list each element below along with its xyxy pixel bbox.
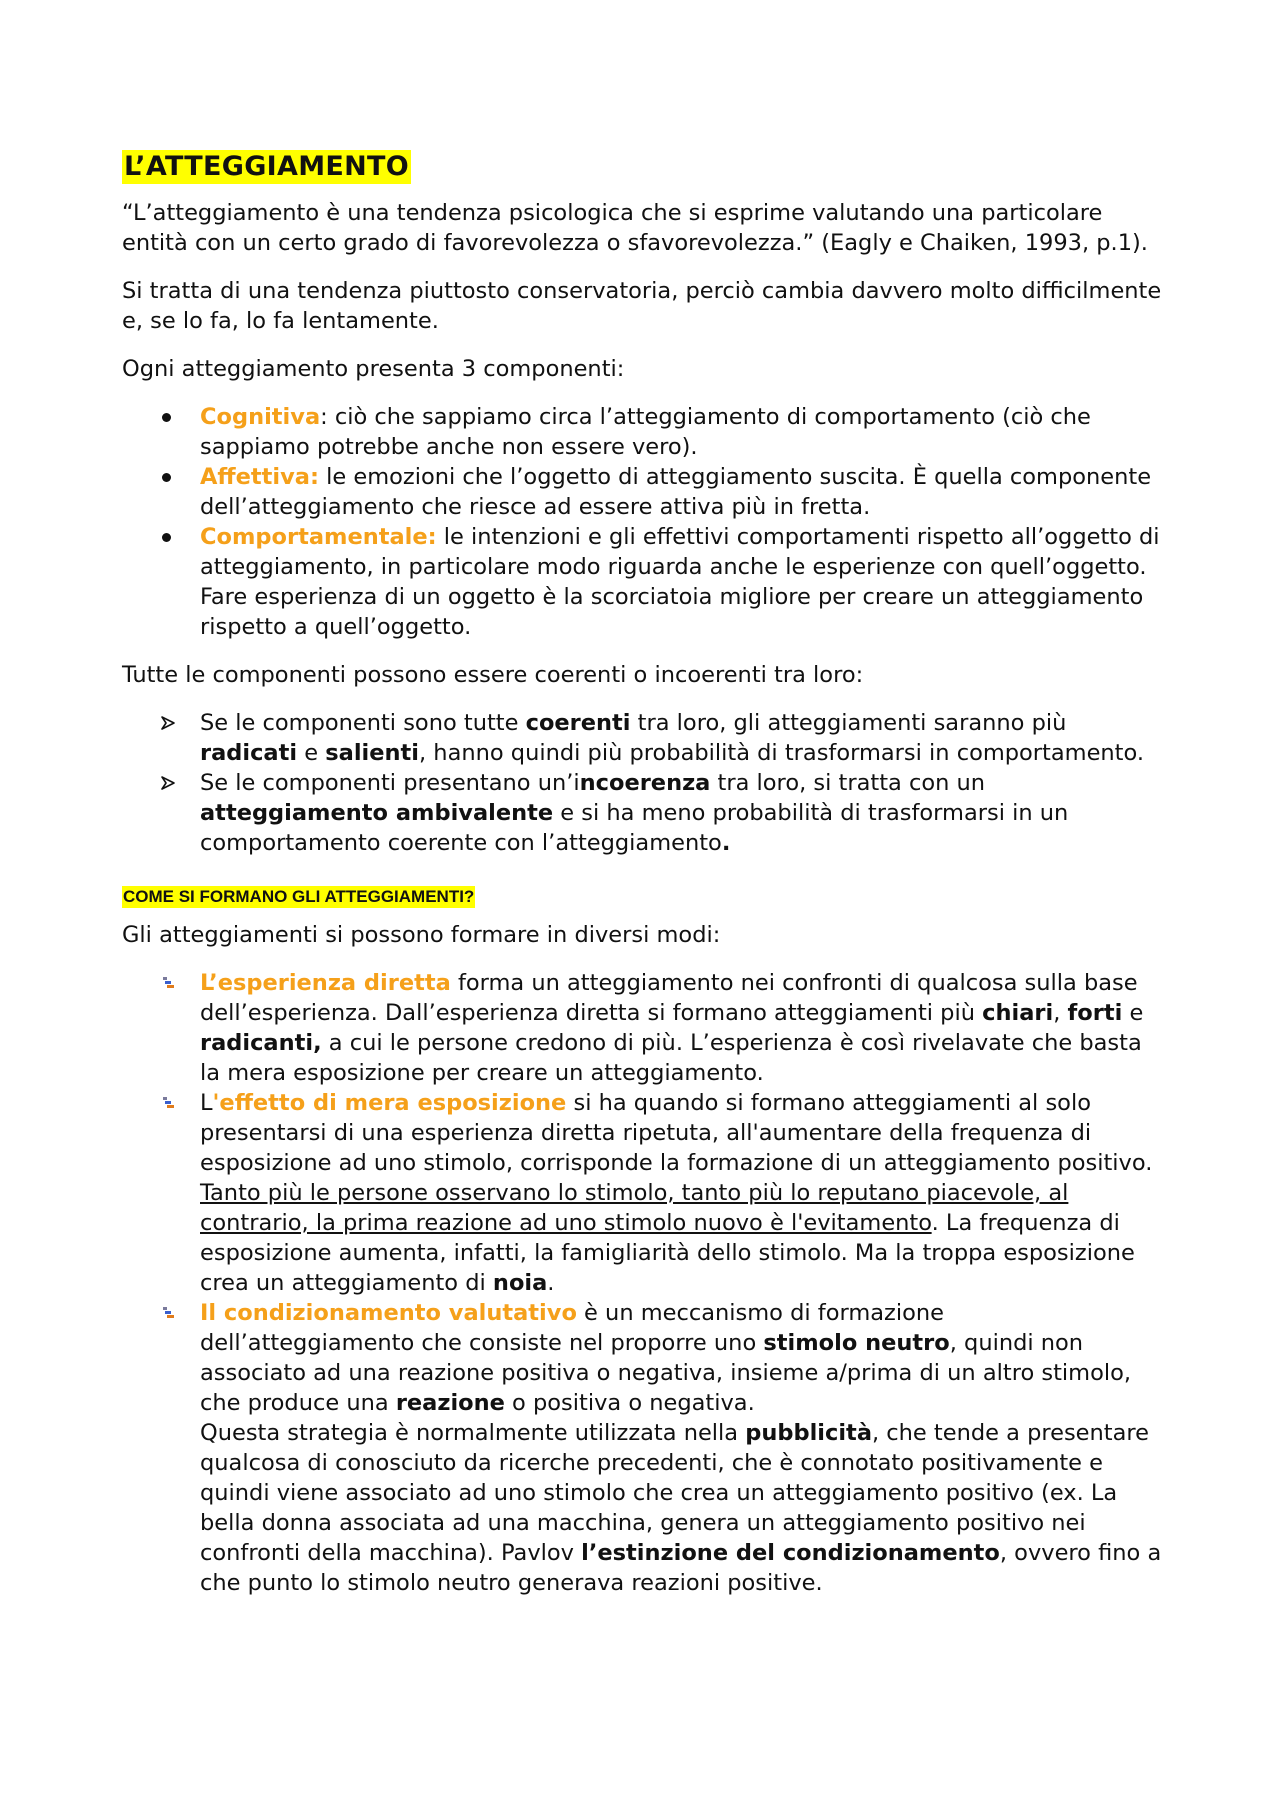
- text-run: , ovvero fino a che punto lo stimolo neutro generava reazioni positive.: [200, 1540, 1162, 1596]
- list-item: [122, 1088, 1162, 1298]
- conservative-paragraph: Si tratta di una tendenza piuttosto conservatoria, perciò cambia davvero molto difficilmente e, se lo fa, lo fa lentamente.: [122, 278, 1162, 334]
- list-item: [122, 968, 1162, 1088]
- text-run: e si ha meno probabilità di trasformarsi in un comportamento coerente con l’atteggiamento: [200, 800, 1069, 856]
- section-heading: COME SI FORMANO GLI ATTEGGIAMENTI?: [123, 887, 475, 906]
- text-run: , che tende a presentare qualcosa di conosciuto da ricerche precedenti, che è connotato positivamente e quindi viene associato ad uno stimolo che crea un atteggiamento positivo (ex. La bella donna associata ad una macchina, genera un atteggiamento positivo nei confronti della macchina). Pavlov: [200, 1420, 1149, 1566]
- text-run: tra loro, si tratta con un: [710, 770, 986, 796]
- bold-term: salienti: [325, 740, 419, 766]
- text-run: e: [1122, 1000, 1144, 1026]
- text-run: o positiva o negativa.: [504, 1390, 755, 1416]
- text-run: è un meccanismo di formazione dell’atteggiamento che consiste nel proporre uno: [200, 1300, 944, 1356]
- text-run: e: [297, 740, 326, 766]
- bold-term: noia: [492, 1270, 548, 1296]
- list-item: [122, 462, 1162, 522]
- text-run: , quindi non associato ad una reazione positiva o negativa, insieme a/prima di un altro stimolo, che produce una: [200, 1330, 1132, 1416]
- list-item: [122, 708, 1162, 768]
- bullet-dot-icon: [160, 462, 190, 492]
- bold-term: ncoerenza: [579, 770, 711, 796]
- text-run: .: [547, 1270, 555, 1296]
- list-item: [122, 768, 1162, 858]
- underlined-text: Tanto più le persone osservano lo stimolo, tanto più lo reputano piacevole, al contrario, la prima reazione ad uno stimolo nuovo è l'evitamento: [200, 1180, 1069, 1236]
- coherence-intro: Tutte le componenti possono essere coerenti o incoerenti tra loro:: [122, 662, 864, 688]
- bold-term: l’estinzione del condizionamento: [581, 1540, 1000, 1566]
- text-run: . La frequenza di esposizione aumenta, infatti, la famigliarità dello stimolo. Ma la troppa esposizione crea un atteggiamento di: [200, 1210, 1135, 1296]
- text-run: a cui le persone credono di più. L’esperienza è così rivelavate che basta la mera esposizione per creare un atteggiamento.: [200, 1030, 1142, 1086]
- list-item: [122, 522, 1162, 642]
- document-page: [122, 150, 1162, 1616]
- component-term: Cognitiva: [200, 404, 321, 430]
- component-term: Comportamentale:: [200, 524, 437, 550]
- component-text: le emozioni che l’oggetto di atteggiamento suscita. È quella componente dell’atteggiamento che riesce ad essere attiva più in fretta.: [200, 464, 1152, 520]
- bold-term: radicati: [200, 740, 298, 766]
- flag-bullet-icon: [160, 1298, 190, 1328]
- bold-term: reazione: [395, 1390, 505, 1416]
- list-item: [122, 1298, 1162, 1598]
- flag-bullet-icon: [160, 1088, 190, 1118]
- component-text: : ciò che sappiamo circa l’atteggiamento di comportamento (ciò che sappiamo potrebbe anche non essere vero).: [200, 404, 1091, 460]
- components-list: [122, 402, 1162, 642]
- list-item: [122, 402, 1162, 462]
- bullet-dot-icon: [160, 402, 190, 432]
- formation-term: L’esperienza diretta: [200, 970, 451, 996]
- component-text: le intenzioni e gli effettivi comportamenti rispetto all’oggetto di atteggiamento, in particolare modo riguarda anche le esperienze con quell’oggetto. Fare esperienza di un oggetto è la scorciatoia migliore per creare un atteggiamento rispetto a quell’oggetto.: [200, 524, 1160, 640]
- flag-bullet-icon: [160, 968, 190, 998]
- formation-intro: Gli atteggiamenti si possono formare in diversi modi:: [122, 922, 721, 948]
- bold-term: forti: [1067, 1000, 1123, 1026]
- text-run: forma un atteggiamento nei confronti di qualcosa sulla base dell’esperienza. Dall’esperienza diretta si formano atteggiamenti più: [200, 970, 1138, 1026]
- bold-term: atteggiamento ambivalente: [200, 800, 554, 826]
- arrow-bullet-icon: [160, 768, 190, 798]
- arrow-bullet-icon: [160, 708, 190, 738]
- text-run: L: [200, 1090, 213, 1116]
- bold-term: pubblicità: [745, 1420, 872, 1446]
- page-title: L’ATTEGGIAMENTO: [124, 151, 409, 182]
- text-run: , hanno quindi più probabilità di trasformarsi in comportamento.: [419, 740, 1145, 766]
- text-run: tra loro, gli atteggiamenti saranno più: [630, 710, 1067, 736]
- text-run: si ha quando si formano atteggiamenti al solo presentarsi di una esperienza diretta ripetuta, all'aumentare della frequenza di esposizione ad uno stimolo, corrisponde la formazione di un atteggiamento positivo.: [200, 1090, 1153, 1176]
- definition-paragraph: “L’atteggiamento è una tendenza psicologica che si esprime valutando una particolare entità con un certo grado di favorevolezza o sfavorevolezza.” (Eagly e Chaiken, 1993, p.1).: [122, 200, 1148, 256]
- formation-list: [122, 968, 1162, 1598]
- component-term: Affettiva:: [200, 464, 319, 490]
- components-intro: Ogni atteggiamento presenta 3 componenti:: [122, 356, 625, 382]
- bold-term: .: [721, 830, 731, 856]
- text-run: Se le componenti sono tutte: [200, 710, 526, 736]
- bold-term: radicanti,: [200, 1030, 322, 1056]
- text-run: Se le componenti presentano un’i: [200, 770, 580, 796]
- formation-term: Il condizionamento valutativo: [200, 1300, 577, 1326]
- text-run: ,: [1053, 1000, 1068, 1026]
- bold-term: coerenti: [525, 710, 631, 736]
- text-run: Questa strategia è normalmente utilizzata nella: [200, 1420, 746, 1446]
- bold-term: stimolo neutro: [763, 1330, 950, 1356]
- bold-term: chiari: [982, 1000, 1054, 1026]
- bullet-dot-icon: [160, 522, 190, 552]
- coherence-list: [122, 708, 1162, 858]
- formation-term: 'effetto di mera esposizione: [212, 1090, 567, 1116]
